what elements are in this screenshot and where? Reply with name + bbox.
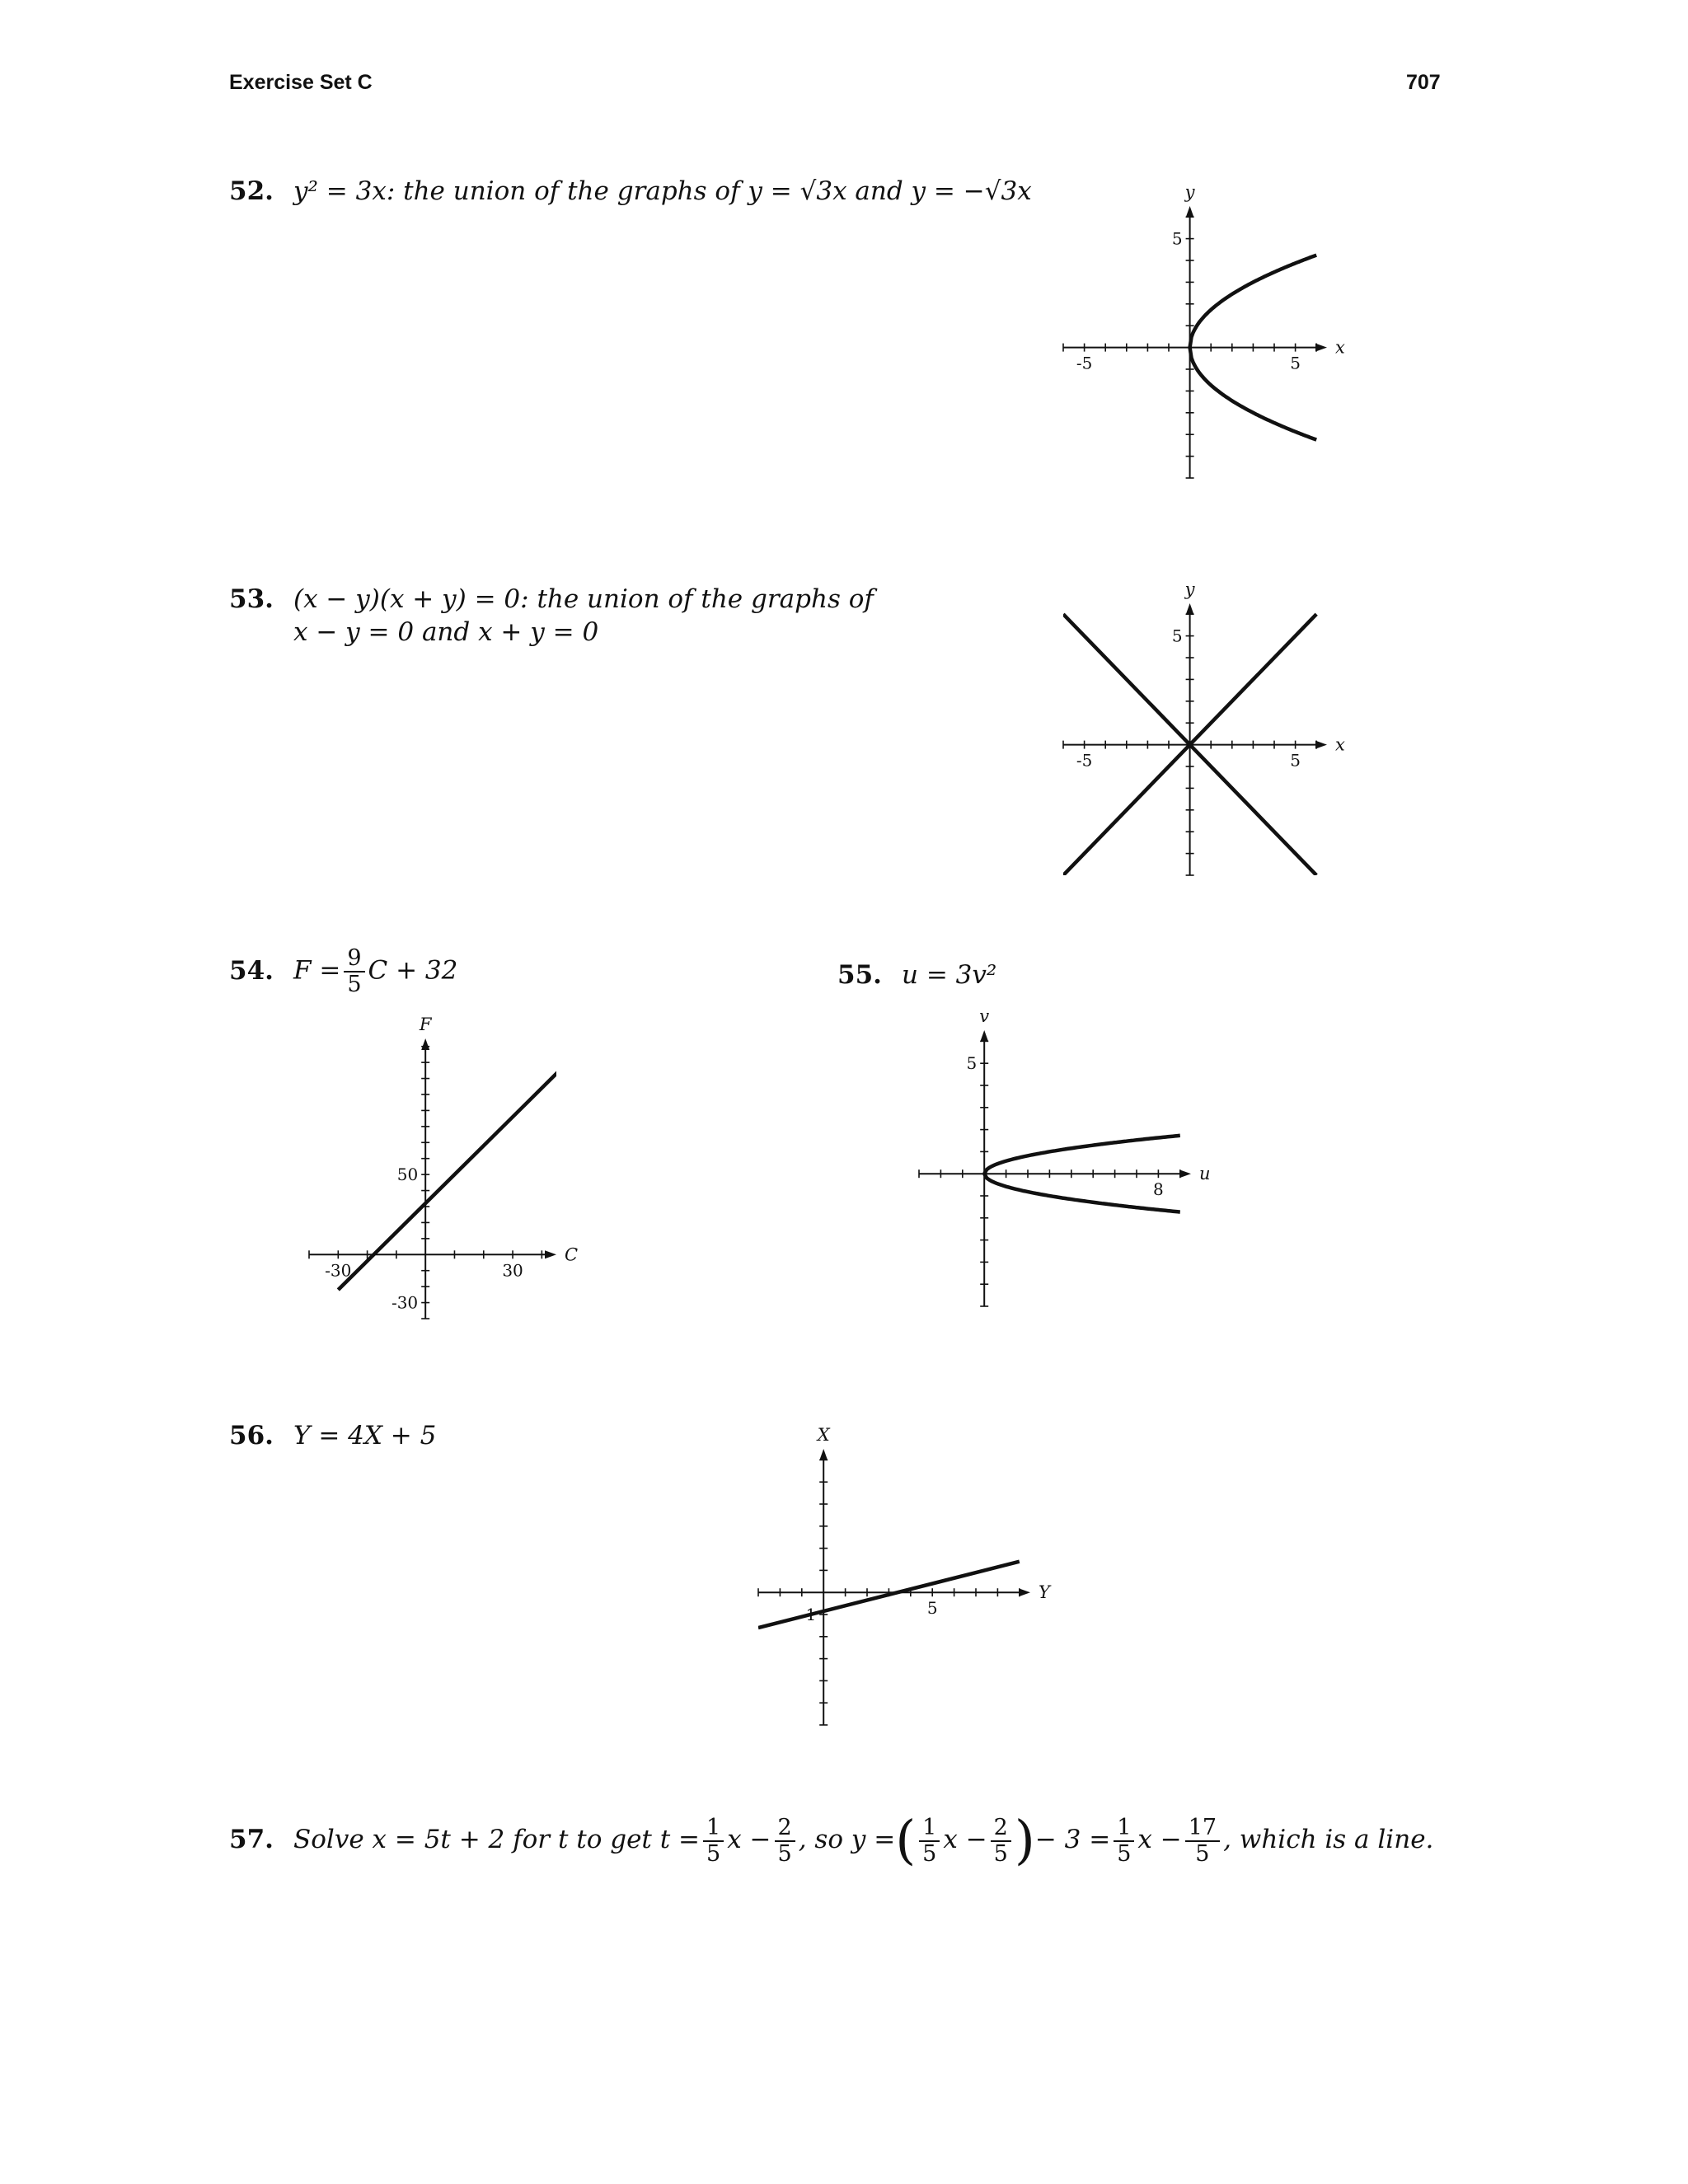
fraction [775, 1816, 795, 1867]
problem-57 [229, 1810, 1434, 1872]
fraction-denominator: 5 [922, 1840, 937, 1867]
x-tick-label: 5 [926, 1598, 938, 1619]
text-part: Solve x = 5t + 2 for t to get t = [293, 1825, 701, 1854]
page-number: 707 [1406, 71, 1441, 94]
x-tick-label: 8 [1153, 1179, 1164, 1200]
y-axis-label: y [1184, 579, 1195, 599]
fraction-numerator: 2 [991, 1816, 1011, 1842]
text-part: , which is a line. [1223, 1825, 1434, 1854]
series-curve-1 [338, 987, 644, 1290]
y-axis-arrow [980, 1030, 988, 1042]
fraction-numerator: 9 [344, 946, 364, 972]
left-paren: ( [895, 1810, 917, 1872]
problem-text: y² = 3x: the union of the graphs of y = √3x and y = −√3x [293, 176, 1032, 206]
fraction [991, 1816, 1011, 1867]
x-axis-arrow [1019, 1588, 1030, 1596]
fraction-denominator: 5 [993, 1840, 1008, 1867]
x-tick-label: 30 [502, 1260, 523, 1281]
problem-54 [229, 946, 457, 997]
problem-number: 57. [229, 1825, 274, 1854]
fraction [919, 1816, 940, 1867]
y-axis-arrow [1186, 603, 1194, 615]
y-tick-label: -1 [799, 1605, 817, 1624]
right-paren: ) [1014, 1810, 1035, 1872]
problem-number: 55. [837, 960, 882, 990]
graph-53 [1047, 579, 1345, 892]
text-part: − 3 = [1034, 1825, 1111, 1854]
fraction [1185, 1816, 1220, 1867]
problem-text-line2: x − y = 0 and x + y = 0 [293, 617, 599, 647]
fraction [703, 1816, 724, 1867]
x-axis-label: x [1335, 337, 1345, 358]
fraction-denominator: 5 [347, 972, 362, 997]
x-axis-arrow [1315, 344, 1327, 352]
graph-56 [742, 1425, 1050, 1741]
series-curve-1 [984, 1136, 1180, 1174]
running-header-section: Exercise Set C [229, 71, 373, 94]
fraction-denominator: 5 [1117, 1840, 1132, 1867]
text-part: x − [943, 1825, 987, 1854]
y-axis-label: X [817, 1425, 830, 1445]
fraction-denominator: 5 [777, 1840, 792, 1867]
series-curve-1 [758, 1562, 1020, 1628]
fraction-numerator: 17 [1185, 1816, 1220, 1842]
series-curve-1 [1190, 255, 1317, 348]
problem-53 [229, 583, 874, 649]
text-part: x − [1137, 1825, 1182, 1854]
x-axis-arrow [545, 1250, 556, 1258]
x-tick-label: -5 [1076, 750, 1093, 771]
y-tick-label: 5 [1171, 228, 1183, 249]
x-tick-label: 5 [1290, 750, 1301, 771]
x-axis-label: C [565, 1244, 579, 1265]
y-tick-label: 50 [396, 1165, 419, 1185]
y-tick-label: 5 [966, 1053, 978, 1074]
fraction-denominator: 5 [1195, 1840, 1210, 1867]
x-axis-arrow [1315, 741, 1327, 749]
y-tick-label: -30 [391, 1292, 419, 1313]
fraction [344, 946, 364, 997]
y-axis-arrow [421, 1038, 429, 1050]
equation-rhs: C + 32 [368, 955, 458, 986]
x-tick-label: -5 [1076, 353, 1093, 373]
graph-54 [293, 1015, 579, 1335]
fraction-numerator: 1 [703, 1816, 724, 1842]
text-part: x − [727, 1825, 771, 1854]
x-axis-arrow [1179, 1169, 1191, 1178]
x-axis-label: Y [1039, 1582, 1050, 1603]
y-tick-label: 5 [1171, 626, 1183, 646]
x-axis-label: u [1199, 1164, 1211, 1184]
y-axis-arrow [1186, 206, 1194, 218]
fraction-denominator: 5 [706, 1840, 721, 1867]
y-axis-label: y [1184, 182, 1195, 202]
series-curve-2 [984, 1174, 1180, 1212]
x-axis-label: x [1335, 734, 1345, 755]
problem-52 [229, 175, 1032, 208]
problem-text: u = 3v² [902, 960, 997, 990]
fraction-numerator: 2 [775, 1816, 795, 1842]
graph-52 [1047, 182, 1345, 494]
equation-lhs: F = [293, 955, 341, 986]
y-axis-label: v [979, 1006, 990, 1026]
problem-number: 56. [229, 1421, 274, 1451]
problem-text: Y = 4X + 5 [293, 1421, 437, 1451]
problem-number: 52. [229, 176, 274, 206]
y-axis-arrow [819, 1449, 828, 1460]
text-part: , so y = [798, 1825, 896, 1854]
x-tick-label: -30 [325, 1260, 352, 1281]
fraction [1114, 1816, 1134, 1867]
problem-56 [229, 1419, 436, 1452]
x-tick-label: 5 [1290, 353, 1301, 373]
problem-55 [837, 958, 996, 991]
problem-number: 54. [229, 955, 274, 986]
graph-55 [903, 1006, 1211, 1323]
problem-number: 53. [229, 584, 274, 614]
problem-text-line1: (x − y)(x + y) = 0: the union of the graphs of [293, 584, 874, 614]
y-axis-label: F [419, 1015, 432, 1034]
fraction-numerator: 1 [1114, 1816, 1134, 1842]
fraction-numerator: 1 [919, 1816, 940, 1842]
